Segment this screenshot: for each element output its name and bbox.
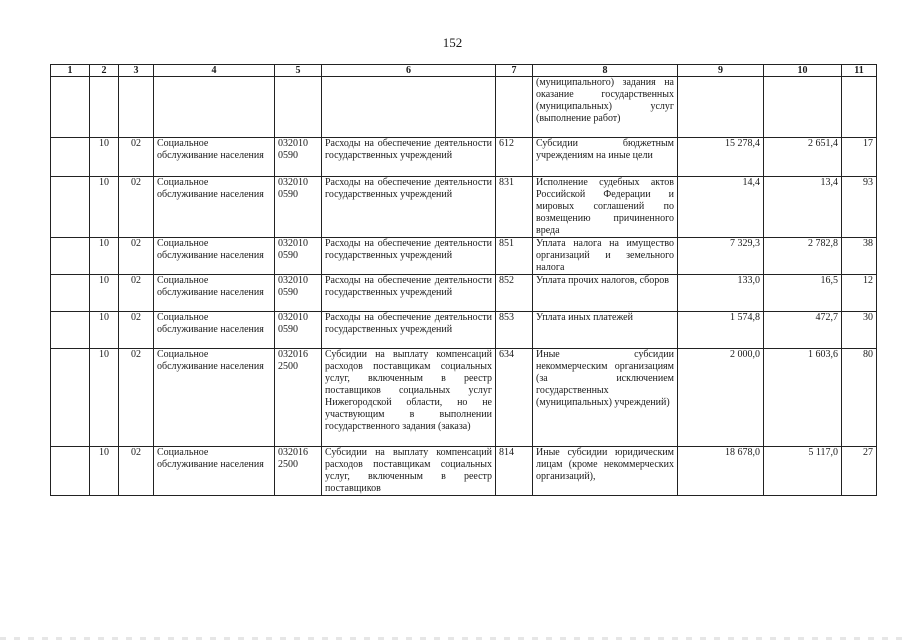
executed-amount-cell: 2 782,8 bbox=[764, 238, 842, 275]
target-article-name-cell: Расходы на обеспечение деятельности государственных учреждений bbox=[322, 312, 496, 349]
expense-type-cell: Исполнение судебных актов Российской Федерации и мировых соглашений по возмещению причиненного вреда bbox=[533, 177, 678, 238]
row-index-cell bbox=[51, 447, 90, 496]
expense-type-cell: Уплата иных платежей bbox=[533, 312, 678, 349]
row-index-cell bbox=[51, 177, 90, 238]
expense-type-cell: Субсидии бюджетным учреждениям на иные цели bbox=[533, 138, 678, 177]
target-article-name-cell: Расходы на обеспечение деятельности государственных учреждений bbox=[322, 275, 496, 312]
subsection-code-cell: 02 bbox=[119, 138, 154, 177]
execution-percent-cell: 80 bbox=[842, 349, 877, 447]
execution-percent-cell: 93 bbox=[842, 177, 877, 238]
table-row-continuation bbox=[51, 77, 877, 138]
section-code-cell: 10 bbox=[90, 312, 119, 349]
expense-type-code-cell: 612 bbox=[496, 138, 533, 177]
expense-type-code-cell: 634 bbox=[496, 349, 533, 447]
expense-type-cell: (муниципального) задания на оказание государственных (муниципальных) услуг (выполнение работ) bbox=[533, 77, 678, 138]
subsection-code-cell: 02 bbox=[119, 177, 154, 238]
expense-type-code-cell: 814 bbox=[496, 447, 533, 496]
header-cell: 4 bbox=[154, 65, 275, 77]
expense-type-code-cell: 852 bbox=[496, 275, 533, 312]
target-article-cell: 032010 0590 bbox=[275, 312, 322, 349]
target-article-cell: 032016 2500 bbox=[275, 349, 322, 447]
table-row bbox=[51, 238, 877, 275]
header-cell: 5 bbox=[275, 65, 322, 77]
section-code-cell: 10 bbox=[90, 275, 119, 312]
expense-type-cell: Уплата налога на имущество организаций и земельного налога bbox=[533, 238, 678, 275]
header-cell: 7 bbox=[496, 65, 533, 77]
subsection-code-cell: 02 bbox=[119, 349, 154, 447]
section-code-cell: 10 bbox=[90, 177, 119, 238]
target-article-name-cell: Субсидии на выплату компенсаций расходов поставщикам социальных услуг, включенным в реестр поставщиков bbox=[322, 447, 496, 496]
target-article-cell: 032010 0590 bbox=[275, 177, 322, 238]
target-article-cell: 032010 0590 bbox=[275, 238, 322, 275]
section-code-cell: 10 bbox=[90, 238, 119, 275]
execution-percent-cell: 30 bbox=[842, 312, 877, 349]
target-article-name-cell: Субсидии на выплату компенсаций расходов поставщикам социальных услуг, включенным в реестр поставщиков социальных услуг Нижегородской области, но не участвующим в выполнении государственного задания (заказа) bbox=[322, 349, 496, 447]
target-article-name-cell: Расходы на обеспечение деятельности государственных учреждений bbox=[322, 177, 496, 238]
header-row bbox=[51, 65, 877, 77]
budget-table bbox=[50, 64, 877, 496]
table-row bbox=[51, 177, 877, 238]
subsection-name-cell: Социальное обслуживание населения bbox=[154, 138, 275, 177]
planned-amount-cell: 133,0 bbox=[678, 275, 764, 312]
row-index-cell bbox=[51, 312, 90, 349]
section-code-cell: 10 bbox=[90, 138, 119, 177]
execution-percent-cell: 38 bbox=[842, 238, 877, 275]
planned-amount-cell: 1 574,8 bbox=[678, 312, 764, 349]
execution-percent-cell: 12 bbox=[842, 275, 877, 312]
table-row bbox=[51, 312, 877, 349]
subsection-code-cell: 02 bbox=[119, 238, 154, 275]
header-cell: 10 bbox=[764, 65, 842, 77]
planned-amount-cell: 7 329,3 bbox=[678, 238, 764, 275]
table-row bbox=[51, 349, 877, 447]
expense-type-code-cell: 853 bbox=[496, 312, 533, 349]
header-cell: 9 bbox=[678, 65, 764, 77]
header-cell: 8 bbox=[533, 65, 678, 77]
executed-amount-cell: 2 651,4 bbox=[764, 138, 842, 177]
subsection-code-cell: 02 bbox=[119, 447, 154, 496]
table-row bbox=[51, 275, 877, 312]
target-article-name-cell: Расходы на обеспечение деятельности государственных учреждений bbox=[322, 138, 496, 177]
subsection-name-cell: Социальное обслуживание населения bbox=[154, 312, 275, 349]
header-cell: 3 bbox=[119, 65, 154, 77]
subsection-name-cell: Социальное обслуживание населения bbox=[154, 275, 275, 312]
execution-percent-cell: 17 bbox=[842, 138, 877, 177]
row-index-cell bbox=[51, 349, 90, 447]
target-article-cell: 032010 0590 bbox=[275, 275, 322, 312]
subsection-name-cell: Социальное обслуживание населения bbox=[154, 238, 275, 275]
header-cell: 11 bbox=[842, 65, 877, 77]
page-number: 152 bbox=[442, 35, 463, 50]
row-index-cell bbox=[51, 138, 90, 177]
expense-type-code-cell: 831 bbox=[496, 177, 533, 238]
target-article-cell: 032010 0590 bbox=[275, 138, 322, 177]
table-row bbox=[51, 138, 877, 177]
header-cell: 1 bbox=[51, 65, 90, 77]
planned-amount-cell: 18 678,0 bbox=[678, 447, 764, 496]
section-code-cell: 10 bbox=[90, 447, 119, 496]
section-code-cell: 10 bbox=[90, 349, 119, 447]
subsection-name-cell: Социальное обслуживание населения bbox=[154, 177, 275, 238]
subsection-name-cell: Социальное обслуживание населения bbox=[154, 447, 275, 496]
planned-amount-cell: 2 000,0 bbox=[678, 349, 764, 447]
execution-percent-cell: 27 bbox=[842, 447, 877, 496]
subsection-name-cell: Социальное обслуживание населения bbox=[154, 349, 275, 447]
subsection-code-cell: 02 bbox=[119, 312, 154, 349]
expense-type-cell: Иные субсидии некоммерческим организациям (за исключением государственных (муниципальных) учреждений) bbox=[533, 349, 678, 447]
executed-amount-cell: 13,4 bbox=[764, 177, 842, 238]
executed-amount-cell: 16,5 bbox=[764, 275, 842, 312]
subsection-code-cell: 02 bbox=[119, 275, 154, 312]
planned-amount-cell: 15 278,4 bbox=[678, 138, 764, 177]
executed-amount-cell: 1 603,6 bbox=[764, 349, 842, 447]
target-article-name-cell: Расходы на обеспечение деятельности государственных учреждений bbox=[322, 238, 496, 275]
executed-amount-cell: 472,7 bbox=[764, 312, 842, 349]
planned-amount-cell: 14,4 bbox=[678, 177, 764, 238]
executed-amount-cell: 5 117,0 bbox=[764, 447, 842, 496]
expense-type-code-cell: 851 bbox=[496, 238, 533, 275]
row-index-cell bbox=[51, 238, 90, 275]
table-row bbox=[51, 447, 877, 496]
target-article-cell: 032016 2500 bbox=[275, 447, 322, 496]
header-cell: 2 bbox=[90, 65, 119, 77]
row-index-cell bbox=[51, 275, 90, 312]
expense-type-cell: Иные субсидии юридическим лицам (кроме некоммерческих организаций), bbox=[533, 447, 678, 496]
expense-type-cell: Уплата прочих налогов, сборов bbox=[533, 275, 678, 312]
header-cell: 6 bbox=[322, 65, 496, 77]
